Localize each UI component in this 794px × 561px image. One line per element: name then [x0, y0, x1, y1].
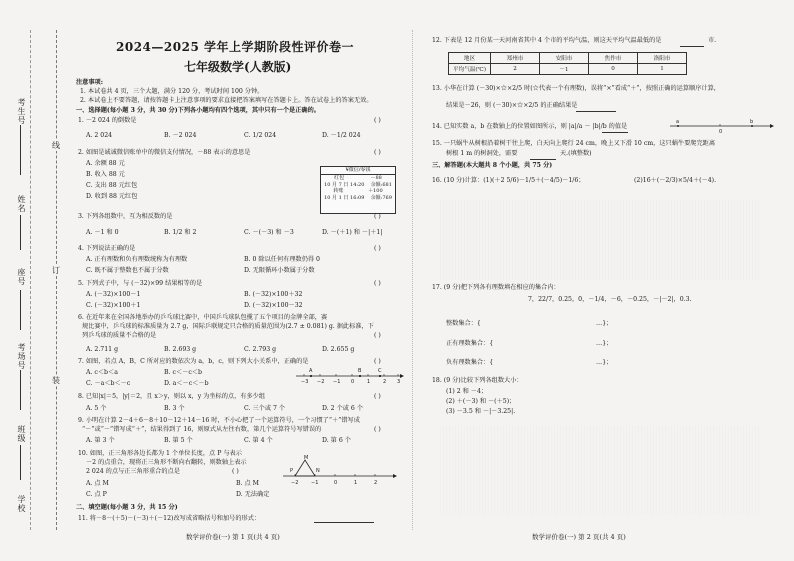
q12-th-4: 洛阳市 — [638, 53, 687, 64]
label-name: 姓名 — [17, 195, 26, 213]
footer-left: 数学评价卷(一) 第 1 页(共 4 页) — [186, 533, 280, 541]
label-exam-no: 考生号 — [17, 98, 26, 125]
q9-answer-paren: ( ) — [374, 426, 381, 433]
right-column — [420, 0, 780, 561]
q14-stem: 14. 已知实数 a，b 在数轴上的位置如图所示，则 |a|/a － |b|/b 的值是 — [432, 123, 628, 130]
q10-option-c: C. 点 P — [86, 491, 107, 498]
q17-positive-set-end: …}； — [596, 340, 613, 347]
svg-text:M: M — [304, 455, 309, 461]
name-line — [20, 215, 21, 250]
q6-stem-line3: 列乒乓球的质量不合格的是 — [82, 332, 157, 339]
notice-line-2: 2. 本试卷上不要答题，请按答题卡上注意事项的要求直接把答案填写在答题卡上。答在试卷上的答案无效。 — [80, 97, 373, 104]
q12-td-4: 1 — [638, 64, 687, 75]
q9-option-c: C. 第 4 个 — [244, 437, 273, 444]
q18-work-area[interactable] — [440, 425, 760, 515]
svg-text:1: 1 — [354, 480, 358, 486]
q7-option-c: C. －a＜b＜－c — [86, 380, 131, 387]
q12-td-3: 0 — [589, 64, 638, 75]
q2-option-d: D. 收到 88 元红包 — [86, 193, 138, 200]
q8-option-b: B. 3 个 — [164, 405, 185, 412]
q10-option-b: B. 点 M — [236, 480, 259, 487]
seat-line — [20, 290, 21, 330]
svg-text:3: 3 — [397, 379, 401, 385]
q15-stem-line2: 树根 1 m 的树洞处，需要 — [446, 150, 518, 157]
binding-margin — [0, 0, 72, 561]
bill-row2-balance: 余额:681 — [370, 181, 392, 188]
q1-option-a: A. 2 024 — [86, 132, 113, 139]
q2-option-a: A. 余额 88 元 — [86, 160, 125, 167]
svg-text:2: 2 — [383, 379, 387, 385]
q3-answer-paren: ( ) — [374, 213, 381, 220]
q3-option-d: D. －(＋1) 和 －|＋1| — [322, 229, 383, 236]
left-column — [76, 0, 406, 561]
q17-negative-set-end: …}； — [596, 359, 613, 366]
q18-stem: 18. (9 分)比较下列各组数大小： — [432, 377, 523, 384]
svg-text:1: 1 — [367, 379, 371, 385]
q8-option-d: D. 2 个或 6 个 — [322, 405, 364, 412]
q13-stem-line2: 结果是－26，则 (－30)×☆×2/5 的正确结果是 — [446, 102, 578, 109]
q1-option-d: D. －1/2 024 — [322, 132, 361, 139]
q9-option-a: A. 第 3 个 — [86, 437, 115, 444]
q4-option-b: B. 0 除以任何有理数仍得 0 — [244, 256, 320, 263]
q12-td-1: 2 — [491, 64, 540, 75]
q8-answer-paren: ( ) — [374, 393, 381, 400]
q17-integer-set-end: …}； — [596, 320, 613, 327]
q13-answer-blank[interactable] — [576, 105, 616, 112]
q9-option-b: B. 第 5 个 — [164, 437, 193, 444]
q8-option-c: C. 三个或 7 个 — [244, 405, 286, 412]
q6-stem-line1: 6. 在近年来在全国各地举办的乒乓球比赛中，中国乒乓球队包揽了五个项目的金牌全部，赛 — [78, 314, 328, 321]
q7-option-a: A. c＜b＜a — [86, 369, 118, 376]
q15-answer-blank[interactable] — [530, 153, 556, 160]
q8-option-a: A. 5 个 — [86, 405, 107, 412]
notice-line-1: 1. 本试卷共 4 页，三个大题，满分 120 分，考试时间 100 分钟。 — [80, 88, 264, 95]
q3-option-b: B. 1/2 和 2 — [164, 229, 197, 236]
section1-heading: 一、选择题(每小题 3 分，共 30 分)下列各小题均有四个选项，其中只有一个是正确的。 — [76, 107, 320, 114]
svg-text:P: P — [290, 468, 294, 474]
page-divider — [412, 30, 413, 530]
q18-part3: (3) －3.5 和 －|－3.25|. — [446, 408, 516, 415]
q6-option-d: D. 2.655 g — [322, 346, 355, 353]
q10-stem-line3: 2 024 的点与正三角形重合的点是 — [86, 468, 180, 475]
label-room: 考场号 — [17, 343, 26, 370]
q12-temperature-table — [448, 52, 687, 75]
q16-part1: 16. (10 分)计算：(1)(＋2 5/6)－1/5＋(－4/5)－1/6； — [432, 177, 585, 184]
q10-answer-paren: ( ) — [232, 468, 239, 475]
q5-option-a: A. (－32)×100－1 — [86, 291, 141, 298]
q10-stem-line1: 10. 如图，正三角形各边长都为 1 个单位长度，点 P 与表示 — [78, 450, 242, 457]
q13-stem-line1: 13. 小华在计算 (－30)×☆×2/5 时(☆代表一个有理数)，误将“×”看成“＋”，按照正确的运算顺序计算， — [432, 85, 720, 92]
svg-text:N: N — [316, 468, 320, 474]
label-class: 班级 — [17, 425, 26, 443]
q5-option-b: B. (－32)×100＋32 — [244, 291, 303, 298]
class-line — [20, 445, 21, 480]
q12-stem: 12. 下表是 12 月份某一天河南省其中 4 个市的平均气温，则这天平均气温最低的是 — [432, 37, 662, 44]
cut-mark-order: 订 — [52, 266, 60, 275]
q14-answer-blank[interactable] — [602, 126, 628, 133]
q14-number-line — [668, 118, 776, 134]
q17-positive-set-label: 正有理数集合：{ — [446, 340, 494, 347]
q4-stem: 4. 下列说法正确的是 — [78, 245, 136, 252]
q6-option-b: B. 2.693 g — [164, 346, 197, 353]
q6-option-a: A. 2.711 g — [86, 346, 119, 353]
q9-stem-line1: 9. 小明在计算 2－4＋6－8＋10－12＋14－16 时，不小心把了一个运算符号，一个习惯了“＋”错写成 — [78, 417, 360, 424]
exam-title: 2024—2025 学年上学期阶段性评价卷一 — [116, 40, 354, 54]
footer-right: 数学评价卷(一) 第 2 页(共 4 页) — [532, 533, 626, 541]
q4-option-d: D. 无限循环小数属于分数 — [244, 267, 315, 274]
bill-row1-label: 红包 — [334, 174, 345, 181]
q17-negative-set-label: 负有理数集合：{ — [446, 359, 494, 366]
q4-answer-paren: ( ) — [374, 245, 381, 252]
q5-option-d: D. (－32)×100－32 — [244, 302, 303, 309]
q1-option-c: C. 1/2 024 — [244, 132, 277, 139]
q8-stem: 8. 已知|x|＝5，|y|＝2，且 x＞y，则以 x，y 为坐标的点，有多少组 — [78, 393, 266, 400]
q3-option-a: A. －1 和 0 — [86, 229, 119, 236]
label-seat: 座号 — [17, 268, 26, 286]
q18-part2: (2) ＋(－3) 和 －(＋5)； — [446, 398, 516, 405]
svg-text:0: 0 — [719, 129, 723, 135]
q12-th-1: 郑州市 — [491, 53, 540, 64]
q15-stem-line1: 15. 一只蜗牛从树根沿着树干往上爬，白天向上爬行 24 cm，晚上又下滑 10 cm，这只蜗牛要爬完距离 — [432, 140, 716, 147]
q6-stem-line2: 规比赛中，乒乓球的标准质量为 2.7 g，国际乒联规定只合格的质量范围为(2.7 ± 0.081) g. 据此标准，下 — [82, 323, 374, 330]
q7-option-d: D. a＜－c＜－b — [164, 380, 209, 387]
q9-option-d: D. 第 6 个 — [322, 437, 351, 444]
q10-option-d: D. 无法确定 — [236, 491, 270, 498]
svg-text:0: 0 — [334, 480, 338, 486]
svg-text:0: 0 — [351, 379, 355, 385]
q17-stem: 17. (9 分)把下列各有理数填在相应的集合内： — [432, 284, 560, 291]
svg-text:−2: −2 — [317, 379, 325, 385]
outer-dashed-line — [30, 30, 31, 530]
wechat-bill-header: ¥微信/零钱 — [321, 167, 395, 175]
q12-th-3: 焦作市 — [589, 53, 638, 64]
svg-text:−1: −1 — [311, 480, 319, 486]
svg-text:A: A — [309, 368, 313, 374]
q10-stem-line2: －2 的点重合，现将正三角形不断向右翻转，则数轴上表示 — [86, 459, 247, 466]
q15-stem-line3: 天.(填整数) — [560, 150, 592, 157]
q7-stem: 7. 如图，若点 A，B，C 所对应的数依次为 a，b，c，则下列大小关系中，正确的是 — [78, 358, 309, 365]
q1-option-b: B. －2 024 — [164, 132, 197, 139]
q5-answer-paren: ( ) — [374, 280, 381, 287]
section3-heading: 三、解答题(本大题共 8 个小题，共 75 分) — [432, 162, 553, 169]
bill-row4-date: 10 月 1 日 16:09 — [324, 195, 365, 201]
q6-option-c: C. 2.793 g — [244, 346, 277, 353]
room-line — [20, 370, 21, 410]
q1-stem: 1. －2 024 的倒数是 — [78, 117, 137, 124]
notice-heading: 注意事项: — [76, 79, 104, 86]
svg-text:C: C — [378, 368, 382, 374]
q12-th-0: 地区 — [449, 53, 491, 64]
exam-subtitle: 七年级数学(人教版) — [184, 60, 292, 74]
q2-stem: 2. 如图是诚诚微信账单中的微信支付情况，－88 表示的意思是 — [78, 149, 251, 156]
q4-option-c: C. 既不属于整数也不属于分数 — [86, 267, 169, 274]
q12-tail: 市. — [708, 37, 717, 44]
q16-part2: (2)16＋(－2/3)×5/4＋(－4). — [634, 177, 717, 184]
q12-answer-blank[interactable] — [680, 40, 704, 47]
q2-answer-paren: ( ) — [374, 149, 381, 156]
q12-table-value-row — [449, 64, 687, 75]
svg-text:2: 2 — [374, 480, 378, 486]
q2-option-c: C. 支出 88 元红包 — [86, 182, 138, 189]
svg-text:b: b — [750, 119, 754, 125]
q12-th-2: 安阳市 — [540, 53, 589, 64]
bill-row4-balance: 余额:769 — [370, 195, 392, 201]
q10-option-a: A. 点 M — [86, 480, 109, 487]
q4-option-a: A. 正有理数和负有理数统称为有理数 — [86, 256, 188, 263]
bill-row3-label: 转账 — [333, 188, 344, 195]
q9-stem-line2: “－”或“－”错写成“＋”，结果得到了 16，则原式从左往右数，第几个运算符号写错误的 — [82, 426, 322, 433]
bill-row3-value: ＋100 — [368, 188, 383, 195]
section2-heading: 二、填空题(每小题 3 分，共 15 分) — [76, 504, 178, 511]
q18-part1: (1) 2 和 －4； — [446, 388, 488, 395]
svg-text:−3: −3 — [301, 379, 309, 385]
cut-mark-bind: 装 — [52, 376, 60, 385]
label-school: 学校 — [17, 495, 26, 513]
q16-work-area[interactable] — [440, 200, 760, 280]
svg-text:a: a — [676, 119, 680, 125]
svg-text:−1: −1 — [333, 379, 341, 385]
q5-stem: 5. 下列式子中，与 (－32)×99 结果相等的是 — [78, 280, 203, 287]
q12-td-2: －1 — [540, 64, 589, 75]
q11-answer-blank[interactable] — [314, 516, 374, 523]
q3-stem: 3. 下列各组数中，互为相反数的是 — [78, 213, 173, 220]
q2-option-b: B. 收入 88 元 — [86, 171, 125, 178]
bill-row2-date: 10 月 7 日 14:20 — [324, 181, 365, 188]
q1-answer-paren: ( ) — [374, 117, 381, 124]
q6-answer-paren: ( ) — [374, 332, 381, 339]
exam-no-line — [20, 125, 21, 175]
q7-option-b: B. c＜－c＜b — [164, 369, 202, 376]
q17-integer-set-label: 整数集合：{ — [446, 320, 481, 327]
q12-table-header-row — [449, 53, 687, 64]
q11-stem: 11. 将－8－(＋5)－(－3)＋(－12)改写成省略括号和加号的形式： — [78, 515, 261, 522]
bill-row1-value: －88 — [370, 174, 382, 181]
cut-mark-line: 线 — [52, 141, 60, 150]
wechat-bill-figure — [320, 166, 396, 214]
q17-numbers: 7，22/7，0.25，0，－1/4，－6，－0.25，－|－2|，0.3. — [528, 296, 692, 303]
svg-text:B: B — [358, 368, 362, 374]
q10-triangle-number-line — [281, 456, 399, 486]
svg-text:−2: −2 — [291, 480, 299, 486]
q7-number-line — [294, 366, 404, 386]
q5-option-c: C. (－32)×100＋1 — [86, 302, 141, 309]
q7-answer-paren: ( ) — [374, 358, 381, 365]
q3-option-c: C. －(－3) 和 －3 — [244, 229, 294, 236]
cut-dashed-line — [56, 30, 57, 530]
q12-td-0: 平均气温(℃) — [449, 64, 491, 75]
